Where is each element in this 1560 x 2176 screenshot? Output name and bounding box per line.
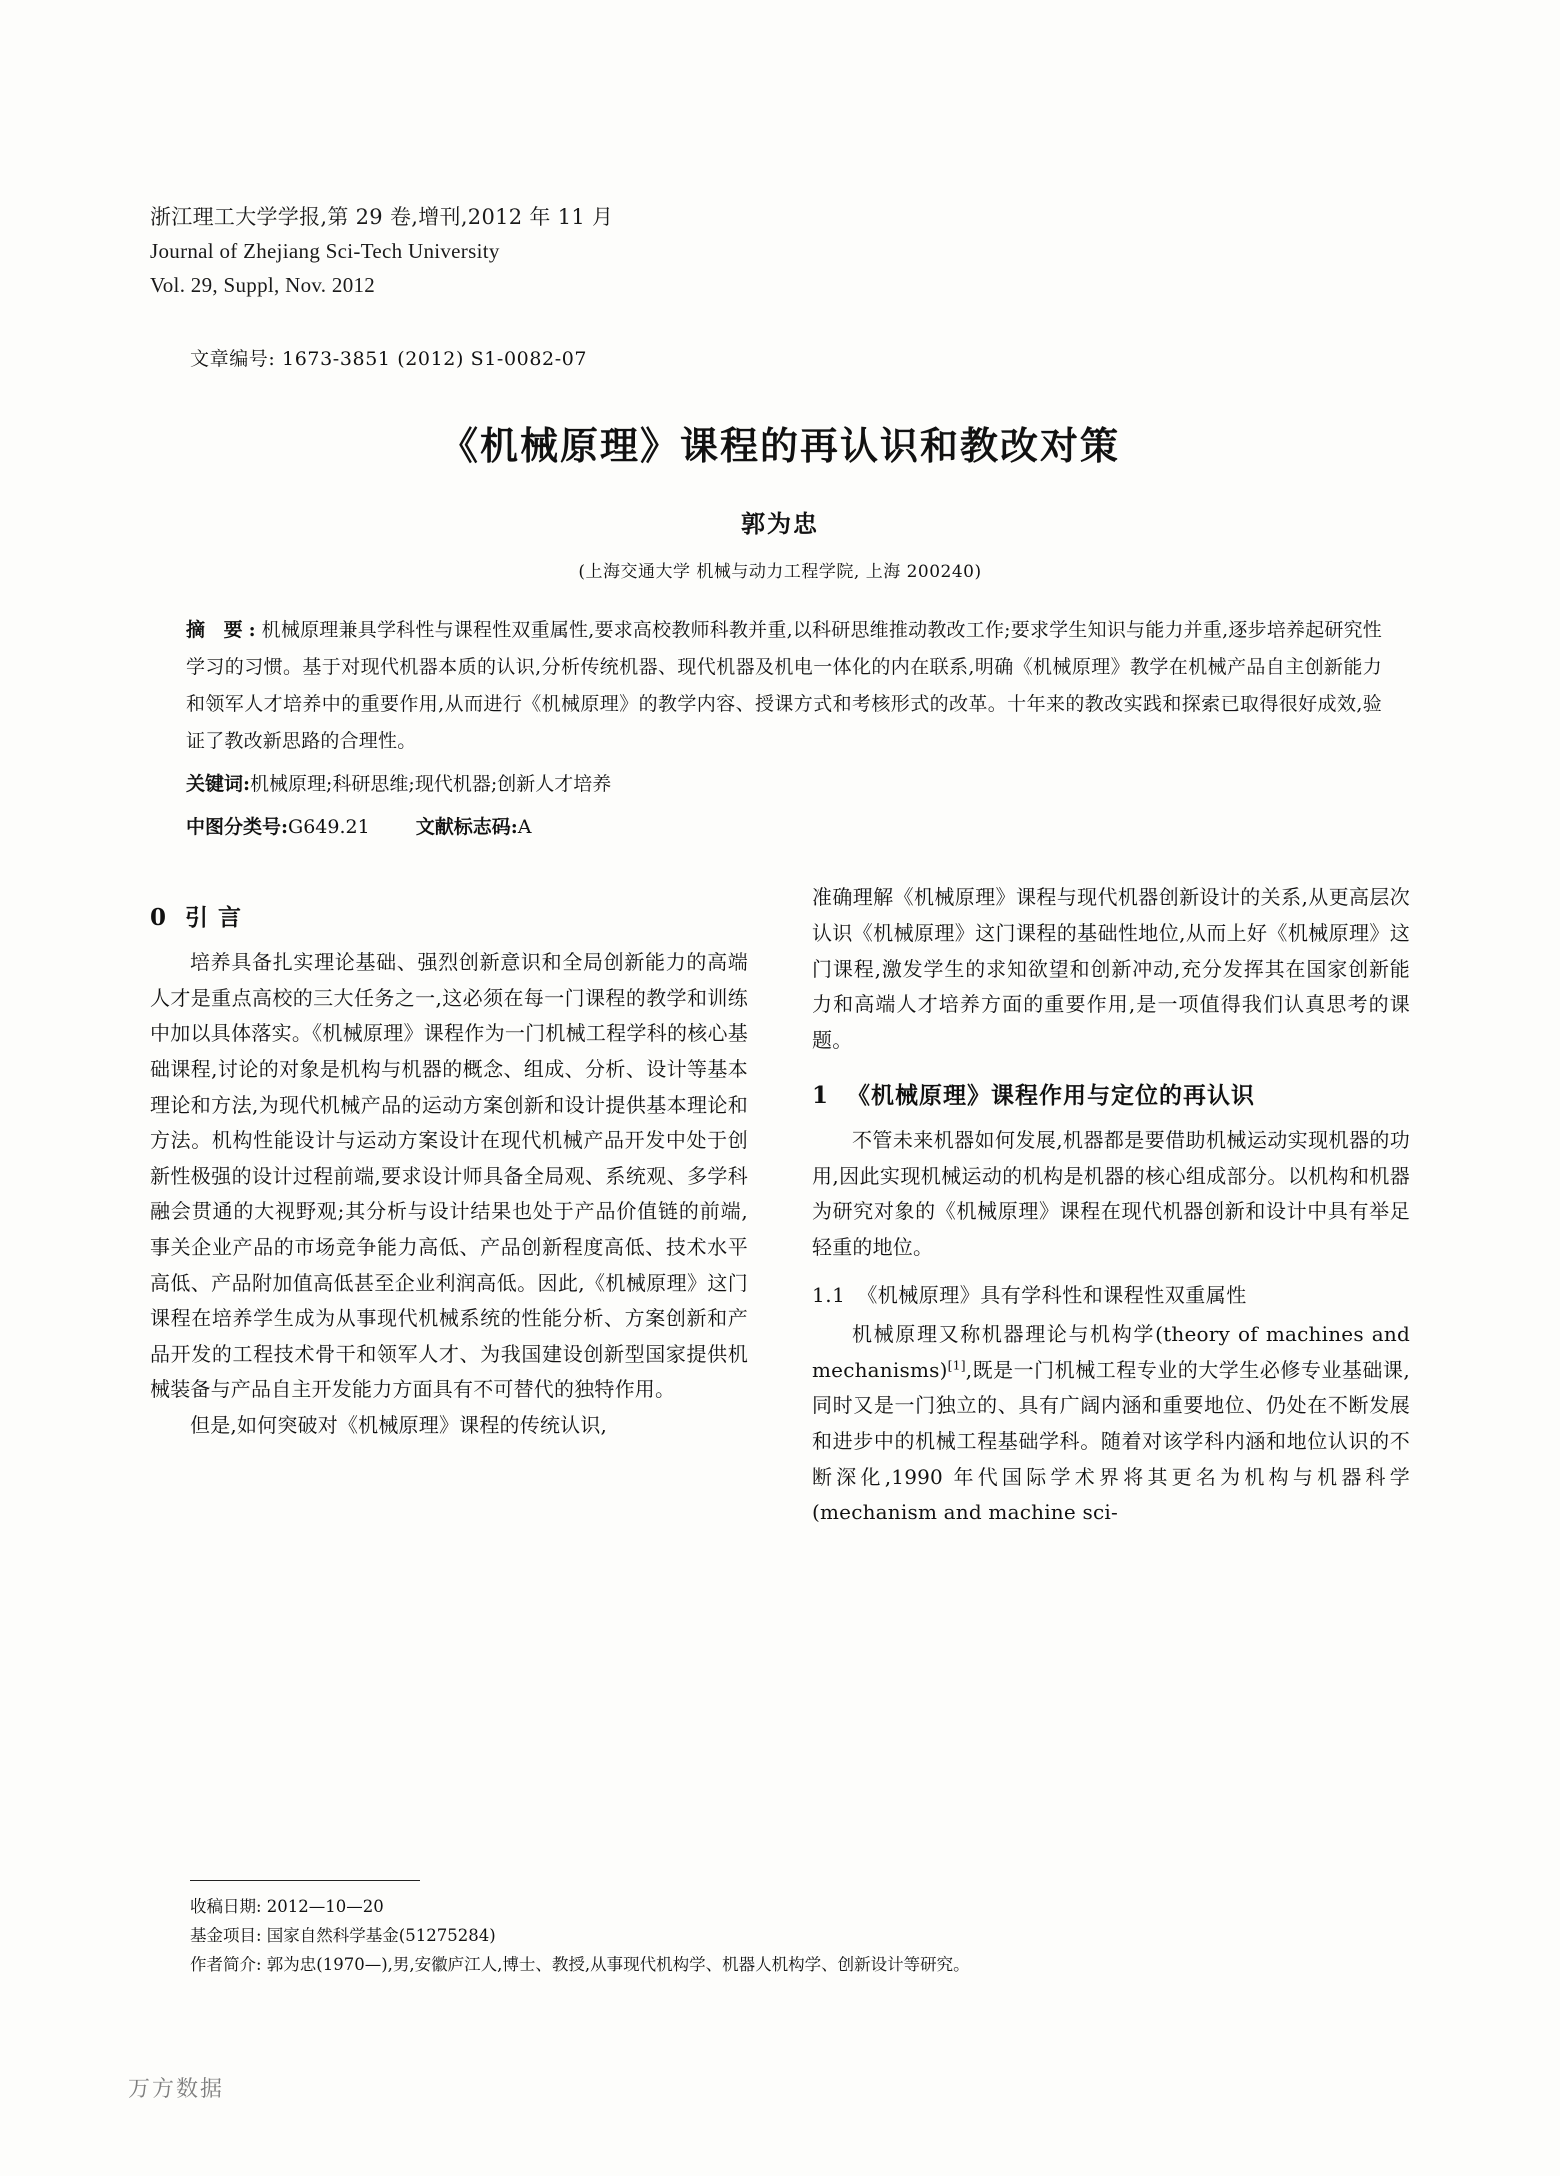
keywords-value: 机械原理;科研思维;现代机器;创新人才培养 [250,773,612,796]
paragraph-intro-3: 准确理解《机械原理》课程与现代机器创新设计的关系,从更高层次认识《机械原理》这门课程的基础性地位,从而上好《机械原理》这门课程,激发学生的求知欲望和创新冲动,充分发挥其在国家创新能力和高端人才培养方面的重要作用,是一项值得我们认真思考的课题。 [812,885,1410,1052]
section-heading-1 [812,1076,1410,1117]
subsection-heading-1-1 [812,1278,1410,1314]
section-number-0: 0 [150,904,168,932]
abstract-label: 摘 要: [186,619,262,642]
keywords-line [150,766,1410,803]
article-number: 文章编号: 1673-3851 (2012) S1-0082-07 [190,348,588,371]
author-affiliation: (上海交通大学 机械与动力工程学院, 上海 200240) [578,562,982,583]
clc-line [150,809,1410,846]
section-title-1: 《机械原理》课程作用与定位的再认识 [847,1082,1256,1110]
footnotes-block [190,1880,970,1980]
doc-code-value: A [517,816,532,839]
page-title: 《机械原理》课程的再认识和教改对策 [439,423,1120,469]
column-right [812,880,1410,1530]
body-columns [150,880,1410,1530]
journal-header-volume: Vol. 29, Suppl, Nov. 2012 [150,273,376,298]
column-left [150,880,748,1530]
subsection-number-1-1: 1.1 [812,1282,846,1307]
journal-header-line-cn: 浙江理工大学学报,第 29 卷,增刊,2012 年 11 月 [150,205,614,229]
abstract-block [150,612,1410,760]
citation-ref-1: [1] [947,1357,966,1373]
section-number-1: 1 [812,1082,830,1110]
subsection-title-1-1: 《机械原理》具有学科性和课程性双重属性 [857,1282,1247,1307]
paragraph-s11-1 [812,1317,1410,1531]
paragraph-s1-1: 不管未来机器如何发展,机器都是要借助机械运动实现机器的功用,因此实现机械运动的机构是机器的核心组成部分。以机构和机器为研究对象的《机械原理》课程在现代机器创新和设计中具有举足轻重的地位。 [812,1128,1410,1260]
section-title-0: 引 言 [185,904,243,932]
abstract-text: 机械原理兼具学科性与课程性双重属性,要求高校教师科教并重,以科研思维推动教改工作;要求学生知识与能力并重,逐步培养起研究性学习的习惯。基于对现代机器本质的认识,分析传统机器、现代机器及机电一体化的内在联系,明确《机械原理》教学在机械产品自主创新能力和领军人才培养中的重要作用,从而进行《机械原理》的教学内容、授课方式和考核形式的改革。十年来的教改实践和探索已取得很好成效,验证了教改新思路的合理性。 [186,619,1382,753]
footnote-fund: 基金项目: 国家自然科学基金(51275284) [190,1925,496,1945]
paragraph-intro-2: 但是,如何突破对《机械原理》课程的传统认识, [190,1412,608,1437]
clc-value: G649.21 [288,816,370,839]
watermark: 万方数据 [128,2077,225,2102]
author-name: 郭为忠 [741,509,819,539]
section-heading-intro [150,898,748,939]
doc-code-label: 文献标志码: [415,816,518,839]
footnote-author-bio: 作者简介: 郭为忠(1970—),男,安徽庐江人,博士、教授,从事现代机构学、机器人机构学、创新设计等研究。 [190,1954,970,1974]
footnote-received-date: 收稿日期: 2012—10—20 [190,1897,384,1916]
paragraph-s11-part-b: ,既是一门机械工程专业的大学生必修专业基础课,同时又是一门独立的、具有广阔内涵和重要地位、仍处在不断发展和进步中的机械工程基础学科。随着对该学科内涵和地位认识的不断深化,1990 年代国际学术界将其更名为机构与机器科学(mechanism and machine sci- [812,1357,1410,1525]
paragraph-s11-part-a: 机械原理又称机器理论与机构学(theory of machines and mechanisms) [812,1322,1410,1382]
footnote-divider [190,1880,420,1881]
paper-content [150,200,1410,1531]
keywords-label: 关键词: [186,773,251,796]
journal-header [150,200,1410,302]
paragraph-intro-1: 培养具备扎实理论基础、强烈创新意识和全局创新能力的高端人才是重点高校的三大任务之一,这必须在每一门课程的教学和训练中加以具体落实。《机械原理》课程作为一门机械工程学科的核心基础课程,讨论的对象是机构与机器的概念、组成、分析、设计等基本理论和方法,为现代机械产品的运动方案创新和设计提供基本理论和方法。机构性能设计与运动方案设计在现代机械产品开发中处于创新性极强的设计过程前端,要求设计师具备全局观、系统观、多学科融会贯通的大视野观;其分析与设计结果也处于产品价值链的前端,事关企业产品的市场竞争能力高低、产品创新程度高低、技术水平高低、产品附加值高低甚至企业利润高低。因此,《机械原理》这门课程在培养学生成为从事现代机械系统的性能分析、方案创新和产品开发的工程技术骨干和领军人才、为我国建设创新型国家提供机械装备与产品自主开发能力方面具有不可替代的独特作用。 [150,950,748,1402]
clc-label: 中图分类号: [186,816,289,839]
journal-header-line-en: Journal of Zhejiang Sci-Tech University [150,239,500,264]
